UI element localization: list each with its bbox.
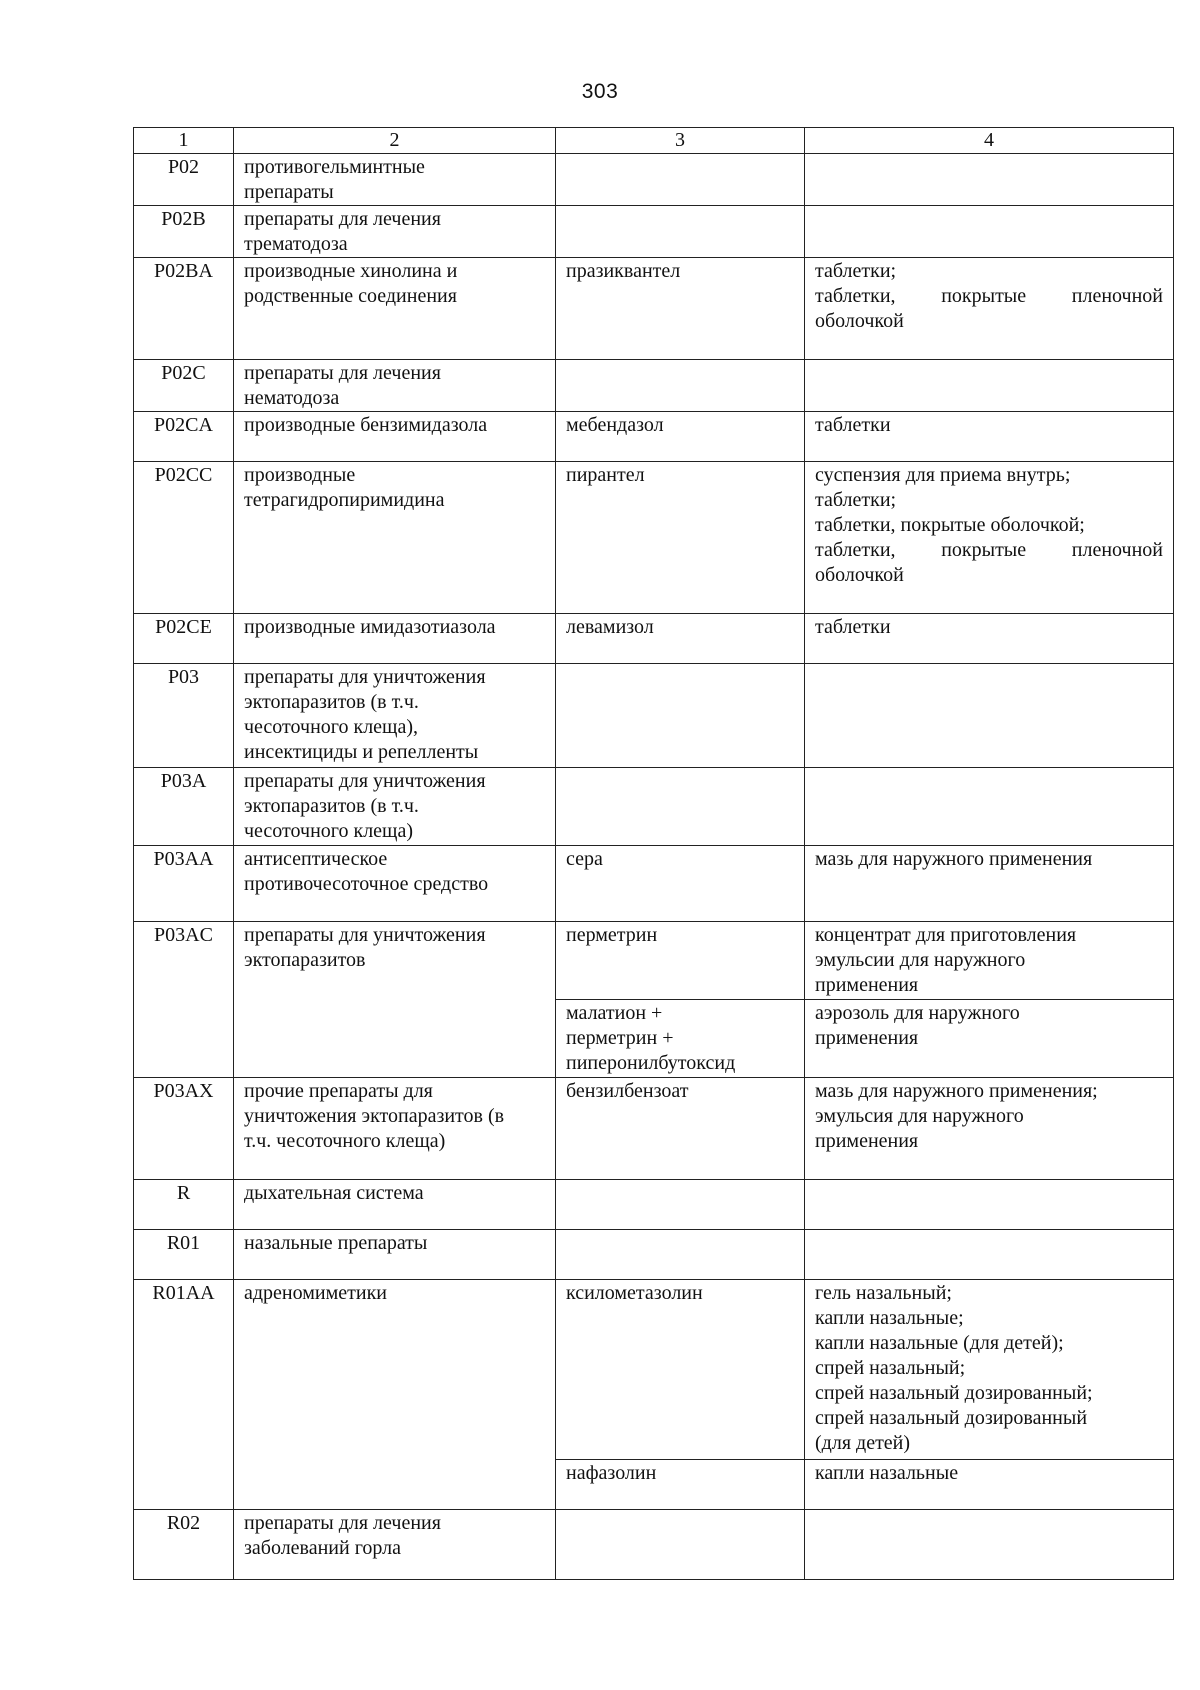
atc-group [234,258,556,360]
dosage-form [805,664,1174,768]
group-line: адреномиметики [244,1282,388,1304]
form-line: таблетки, покрытые оболочкой; [815,514,1085,536]
form-line: эмульсия для наружного [815,1105,1024,1127]
form-line: таблетки, покрытые пленочной [815,539,1163,561]
header-col-4: 4 [805,128,1174,154]
group-line: препараты для лечения [244,1512,441,1534]
table-row [134,412,1174,462]
atc-group [234,360,556,412]
drug-name [556,1180,805,1230]
drug-name [556,614,805,664]
drug-line: ксилометазолин [566,1282,703,1304]
atc-group [234,412,556,462]
form-line: спрей назальный дозированный; [815,1382,1093,1404]
drug-name [556,360,805,412]
group-line: производные хинолина и [244,260,458,282]
drug-line: пирантел [566,464,645,486]
atc-code: R02 [134,1510,234,1580]
drug-name [556,768,805,846]
atc-code: P02CA [134,412,234,462]
table-header-row [134,128,1174,154]
drug-name [556,154,805,206]
group-line: препараты для уничтожения [244,666,486,688]
group-line: препараты для уничтожения [244,924,486,946]
dosage-form [805,922,1174,1000]
drug-name [556,1078,805,1180]
group-line: т.ч. чесоточного клеща) [244,1130,446,1152]
drug-line: перметрин [566,924,658,946]
atc-group [234,1280,556,1510]
drug-name [556,206,805,258]
dosage-form [805,258,1174,360]
form-line: применения [815,1130,919,1152]
group-line: прочие препараты для [244,1080,433,1102]
form-line: спрей назальный; [815,1357,966,1379]
form-line: спрей назальный дозированный [815,1407,1088,1429]
table-row [134,922,1174,1000]
atc-group [234,922,556,1078]
dosage-form [805,1510,1174,1580]
table-row [134,258,1174,360]
group-line: препараты для уничтожения [244,770,486,792]
atc-code: P03AA [134,846,234,922]
drug-line: малатион + [566,1002,663,1024]
table-row [134,1230,1174,1280]
atc-group [234,154,556,206]
header-col-3: 3 [556,128,805,154]
dosage-form [805,206,1174,258]
form-line: таблетки; [815,489,897,511]
group-line: эктопаразитов [244,949,366,971]
group-line: противочесоточное средство [244,873,489,895]
atc-group [234,206,556,258]
atc-code: R01AA [134,1280,234,1510]
group-line: нематодоза [244,387,340,409]
drug-line: бензилбензоат [566,1080,689,1102]
dosage-form [805,412,1174,462]
atc-code: R01 [134,1230,234,1280]
drug-name [556,1460,805,1510]
group-line: препараты для лечения [244,208,441,230]
form-line: таблетки, покрытые пленочной [815,285,1163,307]
atc-code: P02CC [134,462,234,614]
group-line: дыхательная система [244,1182,424,1204]
group-line: чесоточного клеща), [244,716,418,738]
atc-group [234,664,556,768]
form-line: мазь для наружного применения [815,848,1093,870]
page-number: 303 [581,80,619,103]
form-line: применения [815,1027,919,1049]
drug-name [556,412,805,462]
form-line: оболочкой [815,564,904,586]
table-row [134,360,1174,412]
form-line: капли назальные [815,1462,959,1484]
drug-name [556,664,805,768]
group-line: заболеваний горла [244,1537,402,1559]
form-line: концентрат для приготовления [815,924,1077,946]
group-line: препараты для лечения [244,362,441,384]
group-line: инсектициды и репелленты [244,741,479,763]
dosage-form [805,1000,1174,1078]
atc-group [234,846,556,922]
atc-code: P03AX [134,1078,234,1180]
dosage-form [805,1180,1174,1230]
form-line: аэрозоль для наружного [815,1002,1020,1024]
atc-group [234,768,556,846]
group-line: тетрагидропиримидина [244,489,445,511]
atc-code: P03 [134,664,234,768]
dosage-form [805,768,1174,846]
table-row [134,1510,1174,1580]
atc-code: P02BA [134,258,234,360]
drug-table [133,127,1174,1580]
drug-name [556,1280,805,1460]
table-row [134,462,1174,614]
header-col-1: 1 [134,128,234,154]
form-line: капли назальные (для детей); [815,1332,1064,1354]
table-row [134,1280,1174,1460]
dosage-form [805,360,1174,412]
drug-line: празиквантел [566,260,681,282]
dosage-form [805,1280,1174,1460]
form-line: суспензия для приема внутрь; [815,464,1071,486]
group-line: антисептическое [244,848,388,870]
group-line: эктопаразитов (в т.ч. [244,795,419,817]
form-line: капли назальные; [815,1307,964,1329]
drug-line: перметрин + [566,1027,674,1049]
group-line: производные имидазотиазола [244,616,496,638]
dosage-form [805,1460,1174,1510]
drug-name [556,258,805,360]
form-line: таблетки [815,414,891,436]
atc-group [234,1510,556,1580]
drug-line: сера [566,848,603,870]
group-line: производные [244,464,356,486]
table-row [134,1180,1174,1230]
dosage-form [805,1078,1174,1180]
table-row [134,614,1174,664]
form-line: эмульсии для наружного [815,949,1026,971]
atc-code: P03AC [134,922,234,1078]
form-line: (для детей) [815,1432,911,1454]
table-row [134,206,1174,258]
dosage-form [805,154,1174,206]
group-line: уничтожения эктопаразитов (в [244,1105,505,1127]
dosage-form [805,614,1174,664]
drug-name [556,922,805,1000]
drug-name [556,1000,805,1078]
drug-name [556,462,805,614]
group-line: чесоточного клеща) [244,820,413,842]
group-line: противогельминтные [244,156,425,178]
form-line: применения [815,974,919,996]
group-line: родственные соединения [244,285,457,307]
group-line: эктопаразитов (в т.ч. [244,691,419,713]
drug-line: мебендазол [566,414,664,436]
group-line: препараты [244,181,334,203]
atc-code: R [134,1180,234,1230]
atc-group [234,1230,556,1280]
group-line: производные бензимидазола [244,414,488,436]
drug-line: пиперонилбутоксид [566,1052,736,1074]
atc-code: P02B [134,206,234,258]
atc-code: P03A [134,768,234,846]
table-row [134,1078,1174,1180]
form-line: мазь для наружного применения; [815,1080,1098,1102]
form-line: таблетки [815,616,891,638]
form-line: оболочкой [815,310,904,332]
atc-group [234,1180,556,1230]
form-line: таблетки; [815,260,897,282]
atc-code: P02CE [134,614,234,664]
drug-name [556,846,805,922]
drug-name [556,1510,805,1580]
table-row [134,154,1174,206]
dosage-form [805,462,1174,614]
dosage-form [805,1230,1174,1280]
dosage-form [805,846,1174,922]
table-row [134,664,1174,768]
group-line: трематодоза [244,233,348,255]
table-row [134,768,1174,846]
form-line: гель назальный; [815,1282,952,1304]
atc-code: P02C [134,360,234,412]
atc-group [234,614,556,664]
header-col-2: 2 [234,128,556,154]
drug-name [556,1230,805,1280]
atc-group [234,462,556,614]
drug-line: левамизол [566,616,654,638]
atc-code: P02 [134,154,234,206]
drug-line: нафазолин [566,1462,657,1484]
group-line: назальные препараты [244,1232,428,1254]
atc-group [234,1078,556,1180]
table-row [134,846,1174,922]
